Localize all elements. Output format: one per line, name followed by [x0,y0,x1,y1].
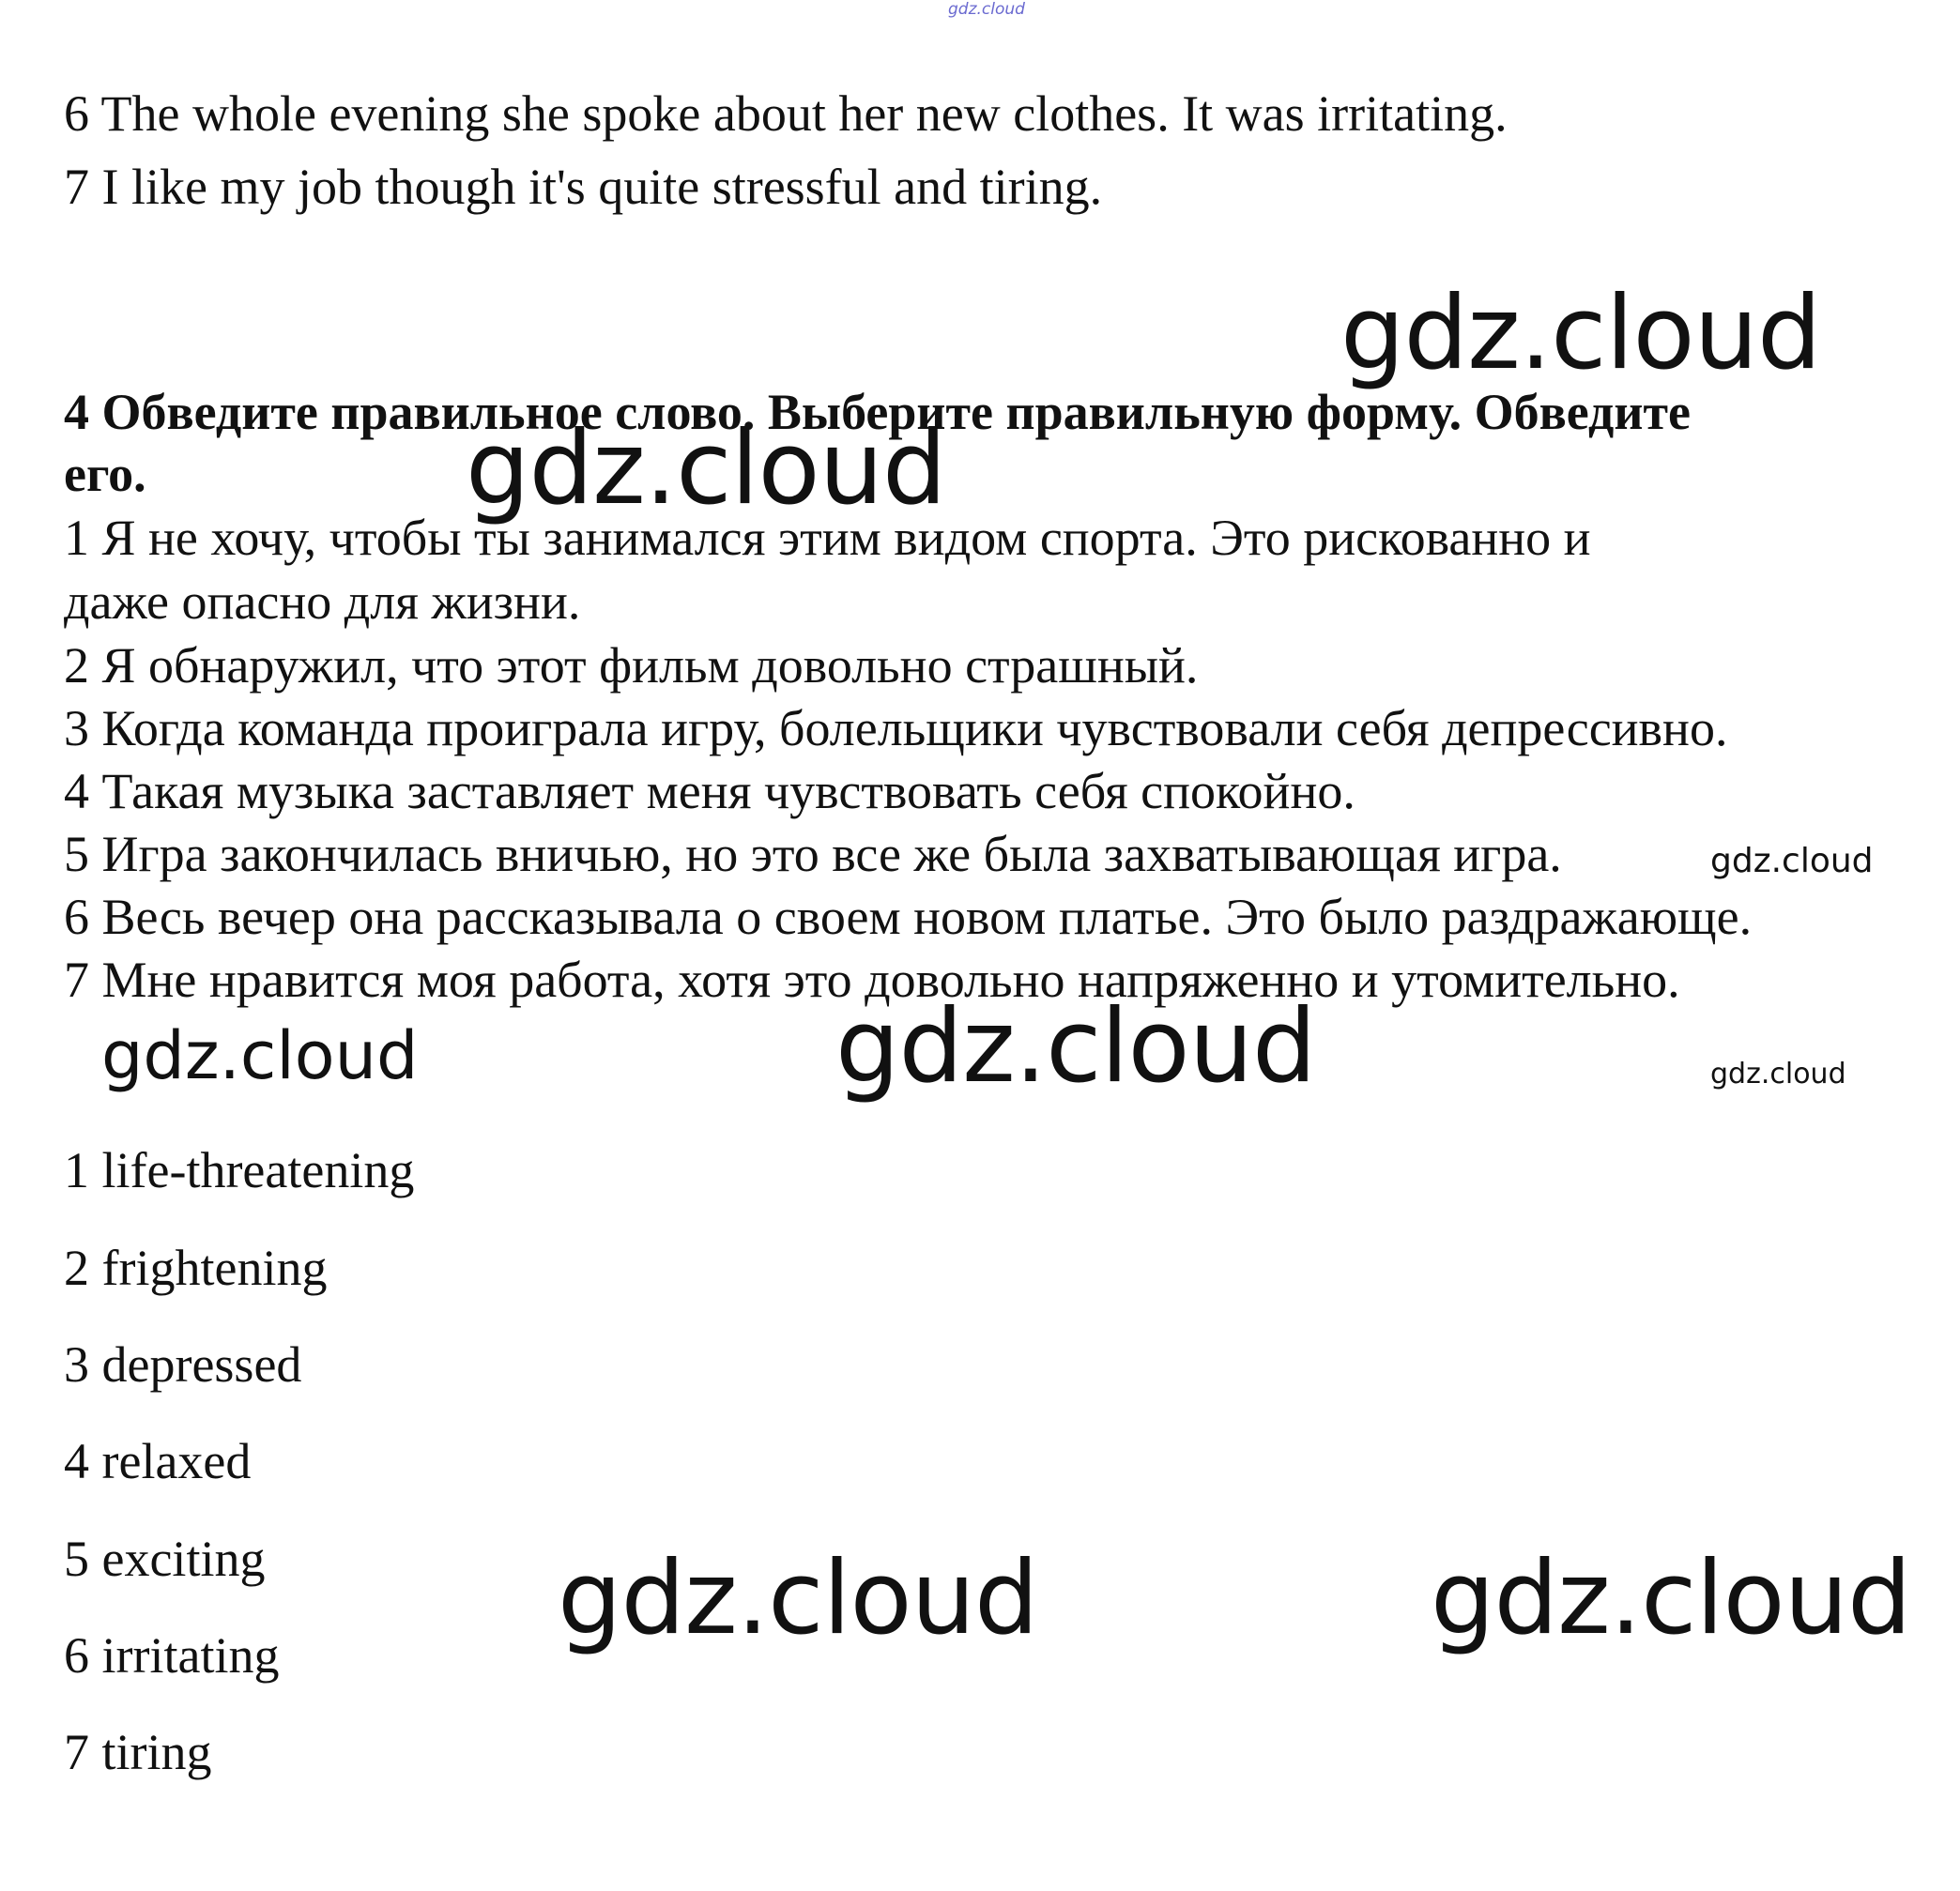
translation-sentence-2: 2 Я обнаружил, что этот фильм довольно страшный. [64,637,1199,694]
continued-sentence-6: 6 The whole evening she spoke about her new clothes. It was irritating. [64,85,1508,142]
watermark-small: gdz.cloud [1710,842,1874,880]
watermark-medium: gdz.cloud [101,1017,419,1094]
watermark-large: gdz.cloud [466,410,946,527]
exercise-heading-continued: его. [64,446,146,502]
answer-4: 4 relaxed [64,1433,252,1489]
answer-7: 7 tiring [64,1724,212,1780]
watermark-large: gdz.cloud [1431,1540,1911,1657]
translation-sentence-4: 4 Такая музыка заставляет меня чувствовать себя спокойно. [64,763,1355,819]
translation-sentence-7: 7 Мне нравится моя работа, хотя это довольно напряженно и утомительно. [64,952,1680,1008]
translation-sentence-5: 5 Игра закончилась вничью, но это все же была захватывающая игра. [64,826,1562,882]
answer-1: 1 life-threatening [64,1142,415,1198]
translation-sentence-3: 3 Когда команда проиграла игру, болельщики чувствовали себя депрессивно. [64,700,1728,756]
exercise-heading: 4 Обведите правильное слово. Выберите правильную форму. Обведите [64,384,1691,440]
watermark-large: gdz.cloud [558,1540,1038,1657]
watermark-large: gdz.cloud [1340,275,1821,392]
watermark-small: gdz.cloud [1710,1058,1846,1090]
answer-6: 6 irritating [64,1627,280,1684]
translation-sentence-1-continued: даже опасно для жизни. [64,573,581,630]
translation-sentence-1: 1 Я не хочу, чтобы ты занимался этим видом спорта. Это рискованно и [64,510,1591,566]
translation-sentence-6: 6 Весь вечер она рассказывала о своем новом платье. Это было раздражающе. [64,889,1753,945]
watermark-large: gdz.cloud [835,988,1316,1106]
answer-5: 5 exciting [64,1531,266,1587]
answer-2: 2 frightening [64,1240,328,1296]
continued-sentence-7: 7 I like my job though it's quite stressful and tiring. [64,159,1103,215]
answer-3: 3 depressed [64,1336,302,1393]
watermark-top: gdz.cloud [948,0,1025,19]
